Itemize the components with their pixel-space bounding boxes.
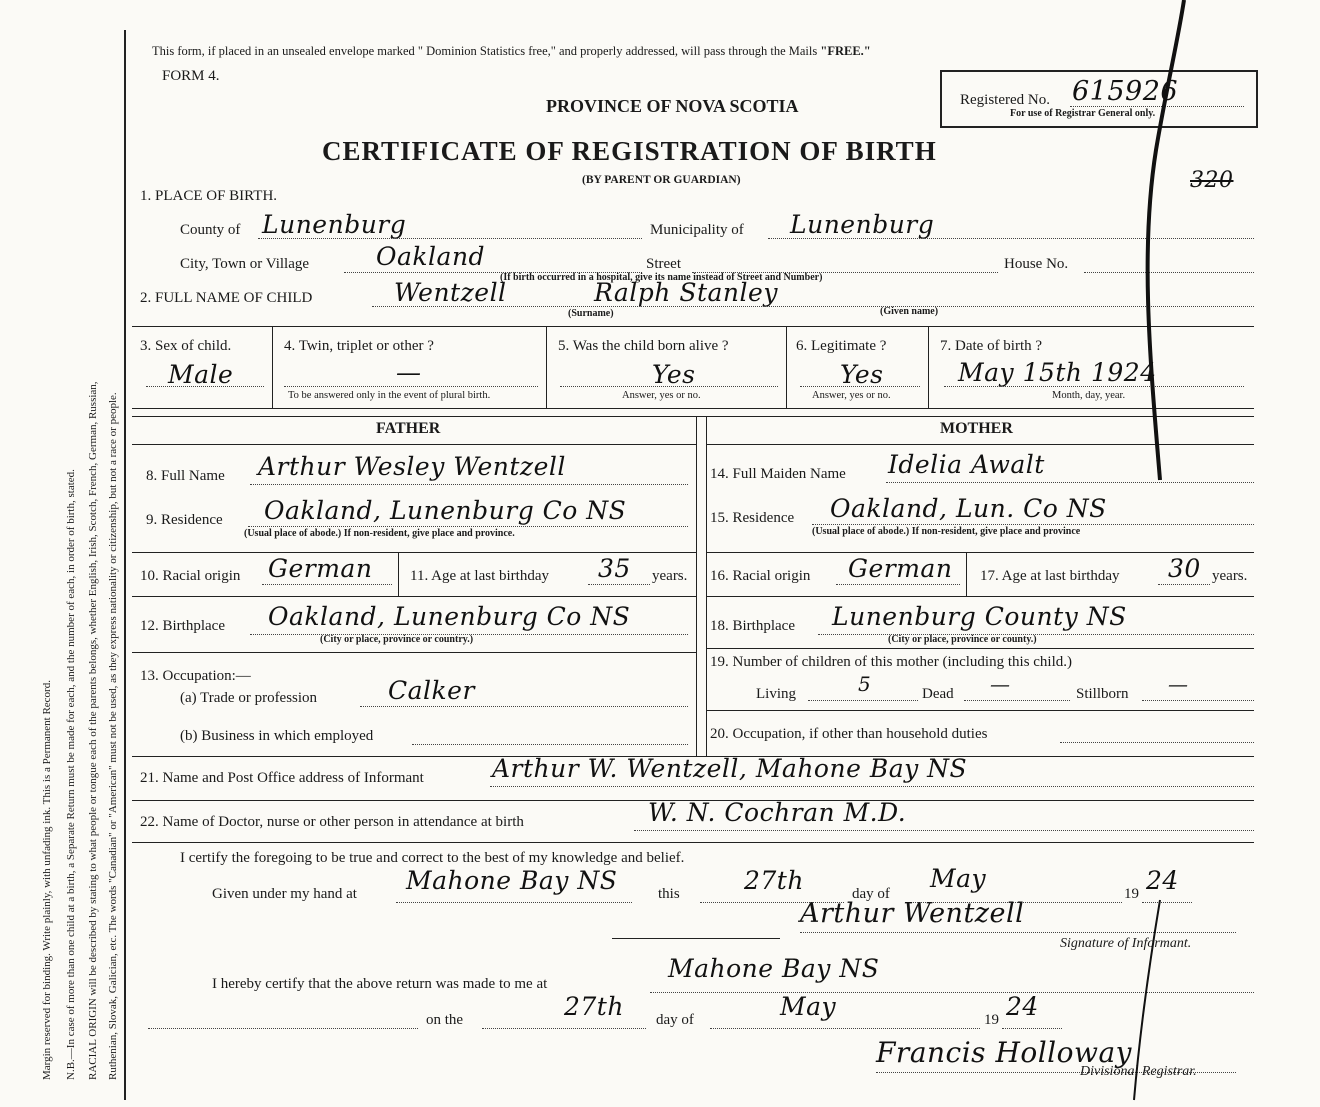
parents-top-rule [132, 416, 1254, 417]
county-value: Lunenburg [262, 210, 407, 239]
on-the-lead-line [148, 1028, 418, 1029]
mother-birthplace-note: (City or place, province or county.) [888, 634, 1037, 645]
dob-label: 7. Date of birth ? [940, 338, 1043, 354]
informant-label: 21. Name and Post Office address of Informant [140, 770, 424, 786]
province-heading: PROVINCE OF NOVA SCOTIA [546, 96, 799, 116]
return-day: 27th [564, 992, 624, 1021]
mother-years: years. [1212, 568, 1248, 584]
mother-birthplace: Lunenburg County NS [832, 602, 1127, 631]
business-line [412, 744, 688, 745]
father-residence-note: (Usual place of abode.) If non-resident, give place and province. [244, 528, 515, 539]
father-birthplace-note: (City or place, province or country.) [320, 634, 474, 645]
alive-value: Yes [652, 360, 696, 389]
father-name-label: 8. Full Name [146, 468, 225, 484]
margin-line-1: Margin reserved for binding. Write plainly, with unfading ink. This is a Permanent Record. [41, 680, 53, 1080]
mail-notice-free: "FREE." [820, 44, 871, 58]
trade-label: (a) Trade or profession [180, 690, 318, 706]
mother-residence: Oakland, Lun. Co NS [830, 494, 1107, 523]
mother-residence-note: (Usual place of abode.) If non-resident, give place and province [812, 526, 1081, 537]
father-residence-label: 9. Residence [146, 512, 223, 528]
given-month: May [930, 864, 987, 893]
sex-label: 3. Sex of child. [140, 338, 232, 354]
surname-caption: (Surname) [568, 308, 614, 319]
stillborn-value: — [1168, 672, 1189, 696]
return-month: May [780, 992, 837, 1021]
corner-mark: 320 [1190, 168, 1234, 193]
father-name-line [250, 484, 688, 485]
dead-label: Dead [922, 686, 954, 702]
municipality-label: Municipality of [650, 222, 744, 238]
alive-note: Answer, yes or no. [622, 390, 701, 401]
twin-label: 4. Twin, triplet or other ? [284, 338, 434, 354]
father-heading-rule [132, 444, 696, 445]
grid-divider-4 [928, 326, 929, 408]
parents-divider-2 [706, 416, 707, 756]
house-label: House No. [1004, 256, 1069, 272]
grid-bottom-rule [132, 408, 1254, 409]
living-line [808, 700, 918, 701]
mother-occupation-label: 20. Occupation, if other than household duties [710, 726, 988, 742]
year-suffix: 24 [1146, 866, 1179, 895]
father-race-label: 10. Racial origin [140, 568, 241, 584]
twin-line [284, 386, 538, 387]
mail-notice-text: This form, if placed in an unsealed envelope marked " Dominion Statistics free," and properly addressed, will pass through the Mails [152, 44, 821, 58]
year2-prefix: 19 [984, 1012, 999, 1028]
sex-line [146, 386, 264, 387]
living-label: Living [756, 686, 796, 702]
mail-notice [152, 44, 871, 59]
given-day: 27th [744, 866, 804, 895]
dead-value: — [990, 672, 1011, 696]
mother-residence-label: 15. Residence [710, 510, 795, 526]
twin-value: — [396, 358, 422, 387]
signature-short-rule [612, 938, 780, 939]
return-month-line [710, 1028, 980, 1029]
mother-heading: MOTHER [940, 420, 1013, 437]
dayof2-label: day of [656, 1012, 694, 1028]
registrar-use-note: For use of Registrar General only. [1010, 108, 1156, 119]
hospital-note: (If birth occurred in a hospital, give its name instead of Street and Number) [500, 272, 823, 283]
alive-label: 5. Was the child born alive ? [558, 338, 729, 354]
father-heading: FATHER [376, 420, 441, 437]
return-day-line [482, 1028, 646, 1029]
mother-birthplace-label: 18. Birthplace [710, 618, 795, 634]
given-label: Given under my hand at [212, 886, 357, 902]
margin-line-2: N.B.—In case of more than one child at a birth, a Separate Return must be made for each, and the number of each, in order of birth, stated. [65, 469, 77, 1080]
legit-label: 6. Legitimate ? [796, 338, 887, 354]
informant-value: Arthur W. Wentzell, Mahone Bay NS [492, 754, 968, 783]
legit-note: Answer, yes or no. [812, 390, 891, 401]
trade-line [360, 706, 688, 707]
county-label: County of [180, 222, 241, 238]
margin-line-3: RACIAL ORIGIN will be described by stating to what people or tongue each of the parents belongs, whether English, Irish, Scotch, French, German, Russian, [87, 381, 99, 1080]
father-residence-line [248, 526, 688, 527]
signature-caption: Signature of Informant. [1060, 936, 1192, 951]
mother-race-line [836, 584, 960, 585]
county-line [258, 238, 642, 239]
mother-name-label: 14. Full Maiden Name [710, 466, 846, 482]
child-surname: Wentzell [394, 278, 507, 307]
father-age-label: 11. Age at last birthday [410, 568, 549, 584]
father-name: Arthur Wesley Wentzell [258, 452, 566, 481]
registered-box [940, 70, 1258, 128]
father-age-line [588, 584, 650, 585]
business-label: (b) Business in which employed [180, 728, 374, 744]
city-label: City, Town or Village [180, 256, 310, 272]
legit-value: Yes [840, 360, 884, 389]
dead-line [964, 700, 1070, 701]
living-value: 5 [858, 672, 872, 696]
grid-divider-1 [272, 326, 273, 408]
city-value: Oakland [376, 242, 486, 271]
given-place-line [396, 902, 632, 903]
dayof-label: day of [852, 886, 890, 902]
given-place: Mahone Bay NS [406, 866, 618, 895]
pen-stroke-mark [1120, 0, 1200, 1107]
alive-line [560, 386, 778, 387]
father-birthplace-label: 12. Birthplace [140, 618, 225, 634]
grid-divider-2 [546, 326, 547, 408]
margin-line-4: Ruthenian, Slovak, Galician, etc. The words "Canadian" or "American" must not be used, as they express nationality or citizenship, but not a race or people. [107, 392, 119, 1080]
dob-note: Month, day, year. [1052, 390, 1126, 401]
margin-rule [124, 30, 126, 1100]
year-prefix: 19 [1124, 886, 1139, 902]
registered-label: Registered No. [960, 92, 1050, 108]
father-birthplace: Oakland, Lunenburg Co NS [268, 602, 631, 631]
year2-suffix: 24 [1006, 992, 1039, 1021]
twin-note: To be answered only in the event of plural birth. [288, 390, 491, 401]
hereby-label: I hereby certify that the above return was made to me at [212, 976, 548, 992]
father-residence: Oakland, Lunenburg Co NS [264, 496, 627, 525]
father-race-line [262, 584, 392, 585]
mother-name: Idelia Awalt [888, 450, 1045, 479]
year2-line [1002, 1028, 1062, 1029]
grid-divider-3 [786, 326, 787, 408]
street-label: Street [646, 256, 681, 272]
grid-top-rule [132, 326, 1254, 327]
father-occupation-label: 13. Occupation:— [140, 668, 251, 684]
page-subtitle: (BY PARENT OR GUARDIAN) [582, 174, 741, 186]
mother-age: 30 [1168, 554, 1201, 583]
mother-race-divider [966, 552, 967, 596]
doctor-rule [132, 842, 1254, 843]
page-title: CERTIFICATE OF REGISTRATION OF BIRTH [322, 136, 937, 166]
informant-signature: Arthur Wentzell [800, 898, 1025, 929]
father-row-rule-2 [132, 596, 696, 597]
father-age: 35 [598, 554, 631, 583]
mother-age-label: 17. Age at last birthday [980, 568, 1120, 584]
stillborn-label: Stillborn [1076, 686, 1129, 702]
return-place: Mahone Bay NS [668, 954, 880, 983]
father-race: German [268, 554, 373, 583]
father-row-rule-1 [132, 552, 696, 553]
sex-value: Male [168, 360, 234, 389]
form-number: FORM 4. [162, 68, 220, 84]
children-label: 19. Number of children of this mother (including this child.) [710, 654, 1073, 670]
registrar-caption: Divisional Registrar. [1080, 1064, 1197, 1079]
on-the-label: on the [426, 1012, 464, 1028]
dob-value: May 15th 1924 [958, 358, 1157, 387]
father-row-rule-3 [132, 652, 696, 653]
child-name-label: 2. FULL NAME OF CHILD [140, 290, 313, 306]
father-race-divider [398, 552, 399, 596]
certify-statement: I certify the foregoing to be true and correct to the best of my knowledge and belief. [180, 850, 685, 866]
doctor-value: W. N. Cochran M.D. [648, 798, 907, 827]
legit-line [800, 386, 920, 387]
given-caption: (Given name) [880, 306, 939, 317]
father-years: years. [652, 568, 688, 584]
this-label: this [658, 886, 680, 902]
mother-race-label: 16. Racial origin [710, 568, 811, 584]
doctor-label: 22. Name of Doctor, nurse or other person in attendance at birth [140, 814, 524, 830]
place-heading: 1. PLACE OF BIRTH. [140, 188, 278, 204]
registered-number: 615926 [1072, 76, 1179, 107]
child-given-name: Ralph Stanley [594, 278, 778, 307]
mother-race: German [848, 554, 953, 583]
parents-divider [696, 416, 697, 756]
registrar-signature: Francis Holloway [876, 1036, 1132, 1069]
municipality-value: Lunenburg [790, 210, 935, 239]
trade-value: Calker [388, 676, 475, 705]
